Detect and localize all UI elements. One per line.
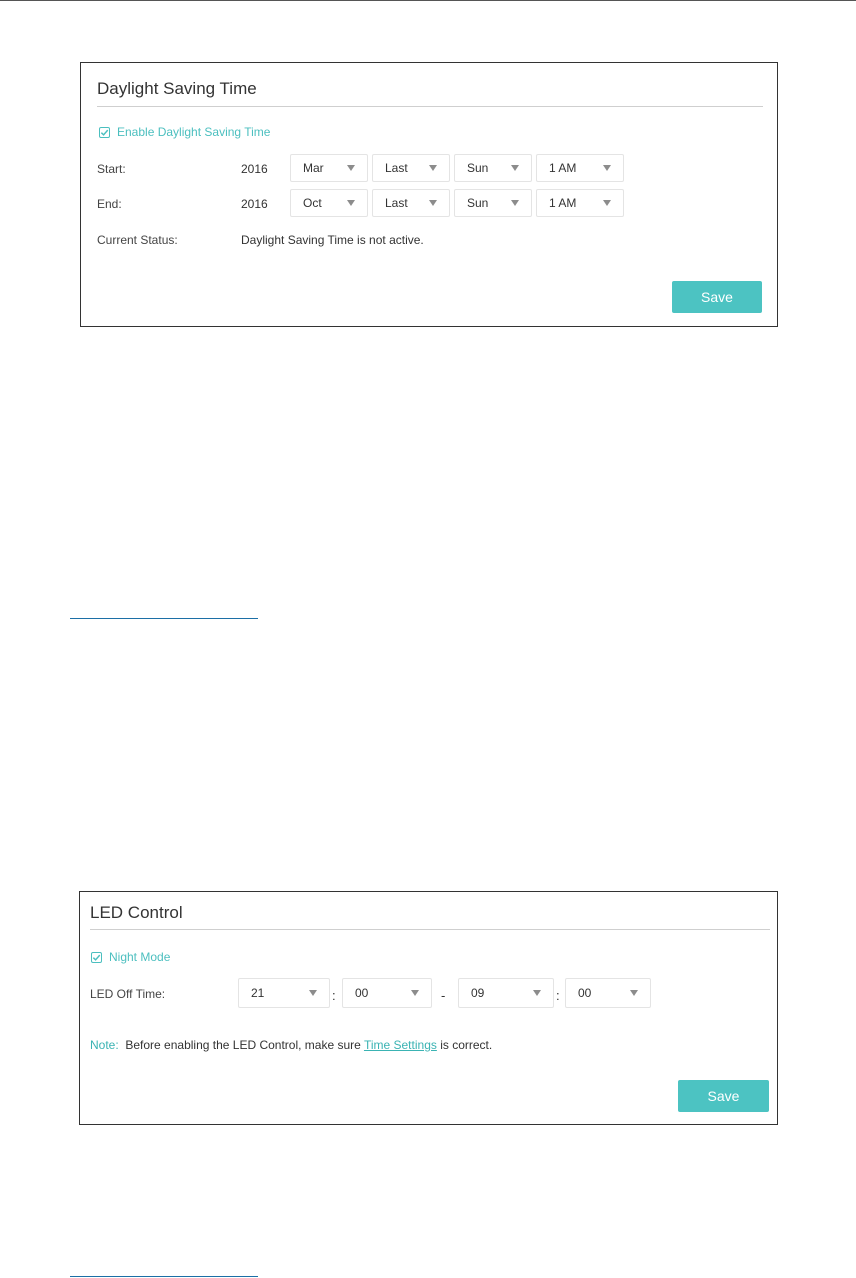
to-hour-select[interactable] [458,978,554,1008]
start-day-value: Sun [467,161,489,175]
end-week-select[interactable] [372,189,450,217]
end-month-value: Oct [303,196,322,210]
time-settings-link[interactable]: Time Settings [363,1038,437,1052]
end-day-value: Sun [467,196,489,210]
chevron-down-icon [347,200,355,206]
night-mode-checkbox-row[interactable] [91,950,170,964]
start-week-value: Last [385,161,408,175]
end-day-select[interactable] [454,189,532,217]
time-range-dash: - [441,988,446,1003]
panel-divider [97,106,763,107]
led-control-panel [79,891,778,1125]
end-week-value: Last [385,196,408,210]
panel-divider [90,929,770,930]
end-year: 2016 [241,197,268,211]
chevron-down-icon [603,165,611,171]
start-time-value: 1 AM [549,161,577,175]
night-mode-label: Night Mode [109,950,171,964]
section-rule [70,618,258,619]
start-week-select[interactable] [372,154,450,182]
checkmark-icon [100,128,109,137]
chevron-down-icon [630,990,638,996]
from-hour-select[interactable] [238,978,330,1008]
section-rule [70,1276,258,1277]
page-top-rule [0,0,856,1]
start-day-select[interactable] [454,154,532,182]
from-minute-value: 00 [355,986,369,1000]
to-hour-value: 09 [471,986,485,1000]
daylight-saving-title: Daylight Saving Time [97,79,257,98]
end-month-select[interactable] [290,189,368,217]
chevron-down-icon [429,200,437,206]
chevron-down-icon [347,165,355,171]
checkmark-icon [92,953,101,962]
led-off-time-label: LED Off Time: [90,987,166,1001]
enable-dst-checkbox-row[interactable] [99,125,270,139]
chevron-down-icon [603,200,611,206]
current-status-value: Daylight Saving Time is not active. [241,233,424,247]
led-control-title: LED Control [90,903,183,922]
night-mode-checkbox[interactable] [91,952,102,963]
chevron-down-icon [411,990,419,996]
led-note [90,1038,492,1052]
chevron-down-icon [511,165,519,171]
start-label: Start: [97,162,126,176]
led-save-button[interactable]: Save [678,1080,769,1112]
end-time-value: 1 AM [549,196,577,210]
note-text-before: Before enabling the LED Control, make sure [125,1038,361,1052]
end-label: End: [97,197,122,211]
to-minute-value: 00 [578,986,592,1000]
dst-save-button[interactable]: Save [672,281,762,313]
daylight-saving-panel [80,62,778,327]
to-minute-select[interactable] [565,978,651,1008]
note-label: Note: [90,1038,119,1052]
enable-dst-label: Enable Daylight Saving Time [117,125,271,139]
note-text-after: is correct. [440,1038,493,1052]
chevron-down-icon [309,990,317,996]
from-minute-select[interactable] [342,978,432,1008]
current-status-label: Current Status: [97,233,178,247]
start-time-select[interactable] [536,154,624,182]
chevron-down-icon [429,165,437,171]
time-colon: : [556,988,560,1003]
chevron-down-icon [533,990,541,996]
enable-dst-checkbox[interactable] [99,127,110,138]
start-month-select[interactable] [290,154,368,182]
time-colon: : [332,988,336,1003]
end-time-select[interactable] [536,189,624,217]
chevron-down-icon [511,200,519,206]
start-month-value: Mar [303,161,324,175]
from-hour-value: 21 [251,986,265,1000]
start-year: 2016 [241,162,268,176]
